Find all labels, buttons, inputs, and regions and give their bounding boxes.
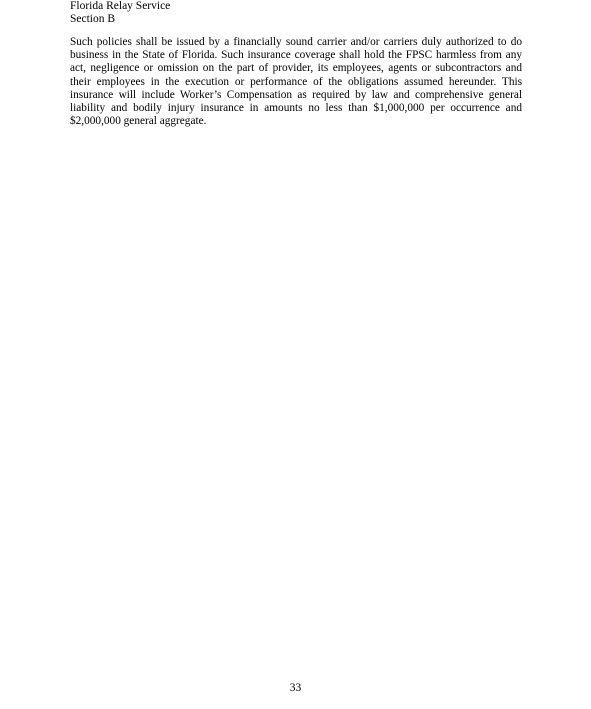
body-paragraph: Such policies shall be issued by a financially sound carrier and/or carriers duly authorized to do business in the State of Florida. Such insurance coverage shall hold the FPSC harmless from any act, negligence or omission on the part of provider, its employees, agents or subcontractors and their employees in the execution or performance of the obligations assumed hereunder. This insurance will include Worker’s Compensation as required by law and comprehensive general liability and bodily injury insurance in amounts no less than $1,000,000 per occurrence and $2,000,000 general aggregate. (70, 36, 522, 128)
page-header (70, 0, 170, 26)
header-title: Florida Relay Service (70, 0, 171, 12)
page-number: 33 (289, 682, 302, 694)
header-section: Section B (70, 13, 116, 25)
